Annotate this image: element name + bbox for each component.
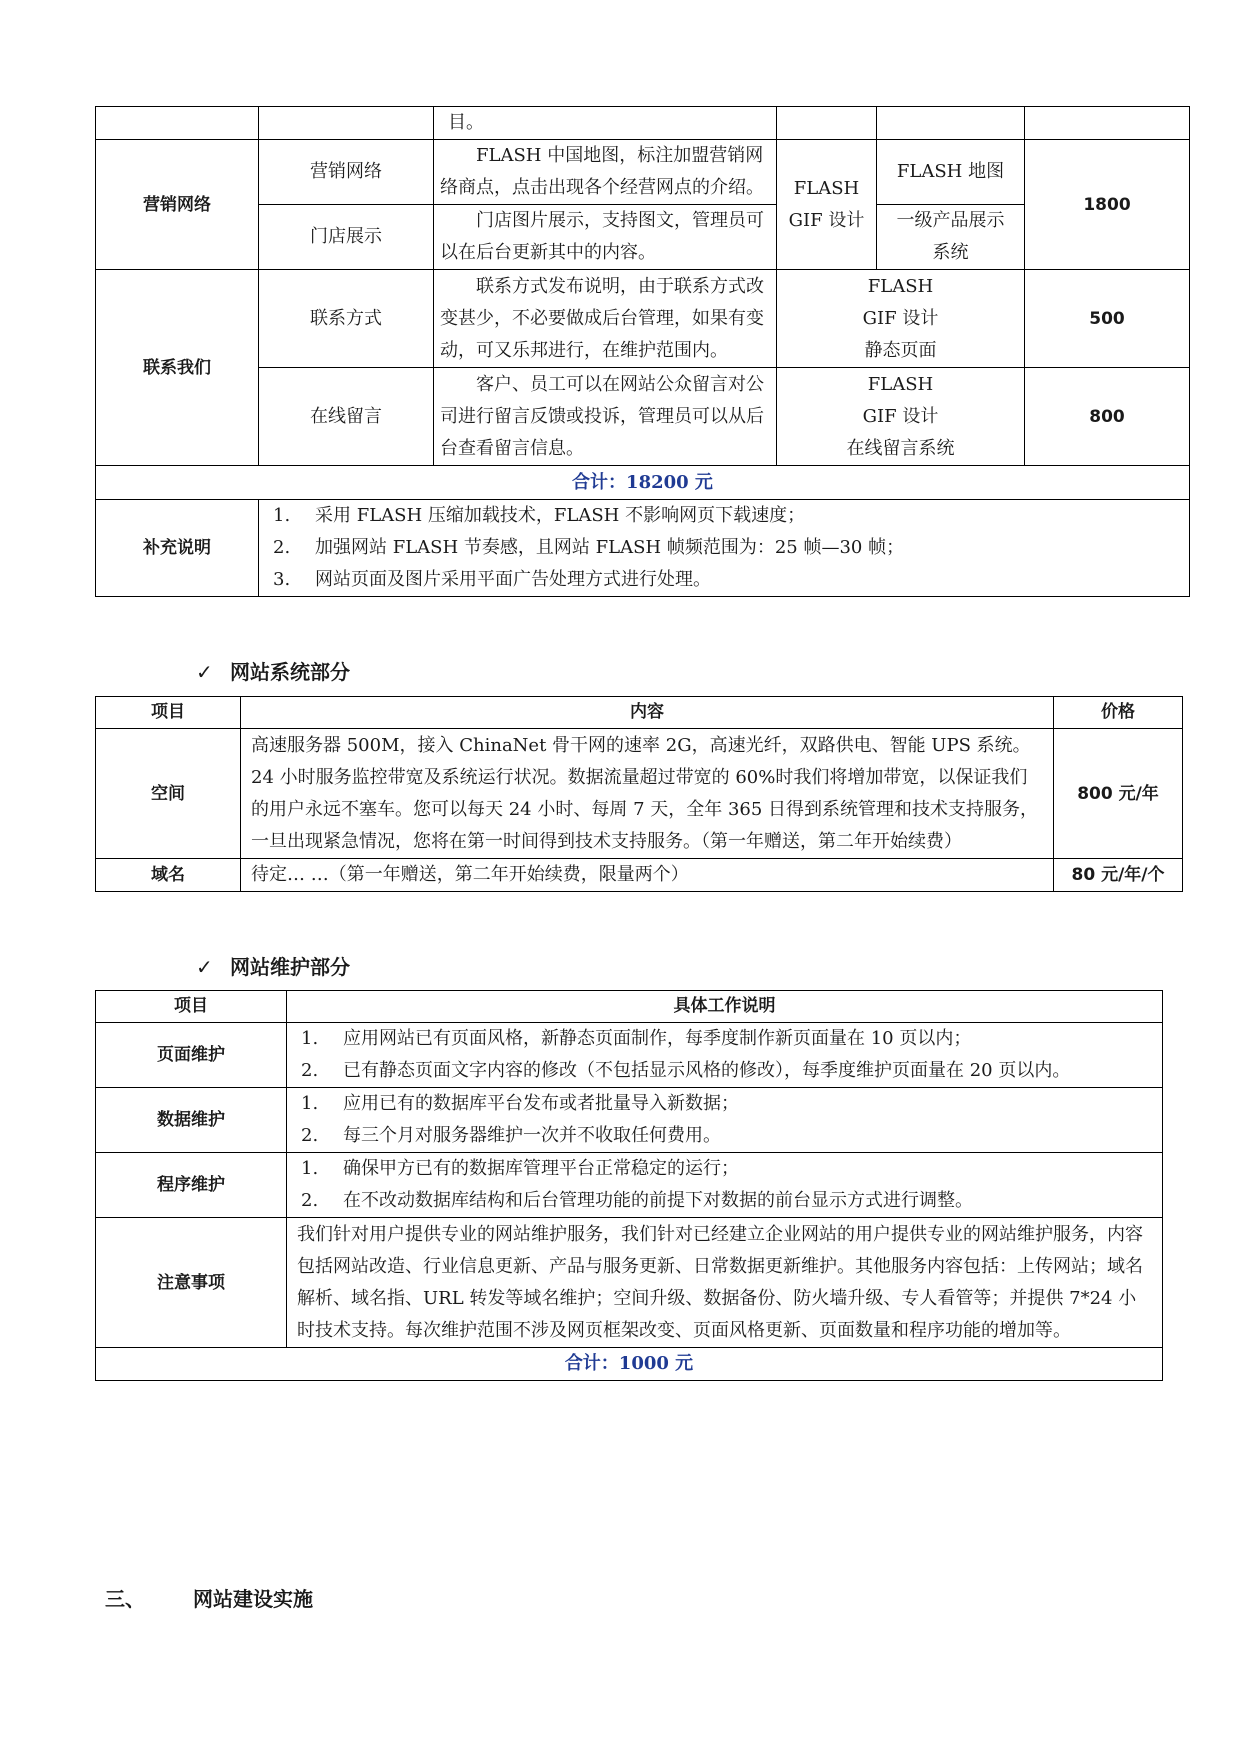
item-data-maintenance: 数据维护 — [96, 1088, 287, 1153]
item-name: 在线留言 — [259, 368, 434, 466]
item-program-maintenance: 程序维护 — [96, 1153, 287, 1218]
header-content: 内容 — [241, 697, 1054, 729]
list-item: 2. 每三个月对服务器维护一次并不收取任何费用。 — [301, 1125, 721, 1146]
category-marketing: 营销网络 — [96, 140, 259, 270]
price-cell: 1800 — [1025, 140, 1190, 270]
item-notes: 注意事项 — [96, 1218, 287, 1348]
item-name: 联系方式 — [259, 270, 434, 368]
header-details: 具体工作说明 — [287, 991, 1163, 1023]
item-name: 门店展示 — [259, 205, 434, 270]
total-row: 合计：1000 元 — [96, 1348, 1163, 1381]
tech-cell: FLASH GIF 设计 在线留言系统 — [777, 368, 1025, 466]
list-item: 2. 在不改动数据库结构和后台管理功能的前提下对数据的前台显示方式进行调整。 — [301, 1190, 973, 1211]
checkmark-icon: ✓ — [196, 955, 213, 979]
section-three-heading — [105, 1583, 313, 1612]
supplement-label: 补充说明 — [96, 500, 259, 597]
feature-pricing-table — [95, 106, 1190, 597]
item-description: FLASH 中国地图，标注加盟营销网络商点，点击出现各个经营网点的介绍。 — [434, 140, 777, 205]
detail-list — [287, 1153, 1163, 1218]
item-page-maintenance: 页面维护 — [96, 1023, 287, 1088]
feature-cell: 一级产品展示系统 — [877, 205, 1025, 270]
maintenance-table — [95, 990, 1163, 1381]
desc-continuation: 目。 — [434, 107, 777, 140]
section-number: 三、 — [105, 1587, 145, 1611]
checkmark-icon: ✓ — [196, 660, 213, 684]
item-name: 营销网络 — [259, 140, 434, 205]
item-domain: 域名 — [96, 859, 241, 892]
item-description: 联系方式发布说明，由于联系方式改变甚少，不必要做成后台管理，如果有变动，可又乐邦进行，在维护范围内。 — [434, 270, 777, 368]
category-contact: 联系我们 — [96, 270, 259, 466]
item-space: 空间 — [96, 729, 241, 859]
list-item: 1. 采用 FLASH 压缩加载技术，FLASH 不影响网页下载速度； — [273, 505, 806, 526]
notes-text: 我们针对用户提供专业的网站维护服务，我们针对已经建立企业网站的用户提供专业的网站维护服务，内容包括网站改造、行业信息更新、产品与服务更新、日常数据更新维护。其他服务内容包括：上传网站；域名解析、域名指、URL 转发等域名维护；空间升级、数据备份、防火墙升级、专人看管等；并提供 7*24 小时技术支持。每次维护范围不涉及网页框架改变、页面风格更新、页面数量和程序功能的增加等。 — [287, 1218, 1163, 1348]
header-price: 价格 — [1054, 697, 1183, 729]
item-description: 门店图片展示，支持图文，管理员可以在后台更新其中的内容。 — [434, 205, 777, 270]
price-cell: 80 元/年/个 — [1054, 859, 1183, 892]
section-title: 网站建设实施 — [193, 1587, 313, 1611]
header-item: 项目 — [96, 991, 287, 1023]
list-item: 1. 确保甲方已有的数据库管理平台正常稳定的运行； — [301, 1158, 739, 1179]
list-item: 1. 应用已有的数据库平台发布或者批量导入新数据； — [301, 1093, 739, 1114]
tech-cell: FLASH GIF 设计 — [777, 140, 877, 270]
price-cell: 800 元/年 — [1054, 729, 1183, 859]
list-item: 1. 应用网站已有页面风格，新静态页面制作，每季度制作新页面量在 10 页以内； — [301, 1028, 972, 1049]
section-heading-maintenance: ✓ 网站维护部分 — [196, 955, 350, 979]
detail-list — [287, 1088, 1163, 1153]
tech-cell: FLASH GIF 设计 静态页面 — [777, 270, 1025, 368]
supplement-list — [259, 500, 1190, 597]
detail-list — [287, 1023, 1163, 1088]
content-cell: 待定… …（第一年赠送，第二年开始续费，限量两个） — [241, 859, 1054, 892]
price-cell: 800 — [1025, 368, 1190, 466]
content-cell: 高速服务器 500M，接入 ChinaNet 骨干网的速率 2G，高速光纤，双路供电、智能 UPS 系统。24 小时服务监控带宽及系统运行状况。数据流量超过带宽的 60%时我们将增加带宽，以保证我们的用户永远不塞车。您可以每天 24 小时、每周 7 天，全年 365 日得到系统管理和技术支持服务，一旦出现紧急情况，您将在第一时间得到技术支持服务。（第一年赠送，第二年开始续费） — [241, 729, 1054, 859]
list-item: 2. 已有静态页面文字内容的修改（不包括显示风格的修改），每季度维护页面量在 20 页以内。 — [301, 1060, 1071, 1081]
item-description: 客户、员工可以在网站公众留言对公司进行留言反馈或投诉，管理员可以从后台查看留言信息。 — [434, 368, 777, 466]
section-heading-system: ✓ 网站系统部分 — [196, 660, 350, 684]
price-cell: 500 — [1025, 270, 1190, 368]
header-item: 项目 — [96, 697, 241, 729]
total-row: 合计：18200 元 — [96, 466, 1190, 500]
list-item: 3. 网站页面及图片采用平面广告处理方式进行处理。 — [273, 569, 711, 590]
list-item: 2. 加强网站 FLASH 节奏感，且网站 FLASH 帧频范围为：25 帧—30 帧； — [273, 537, 905, 558]
feature-cell: FLASH 地图 — [877, 140, 1025, 205]
system-table — [95, 696, 1183, 892]
